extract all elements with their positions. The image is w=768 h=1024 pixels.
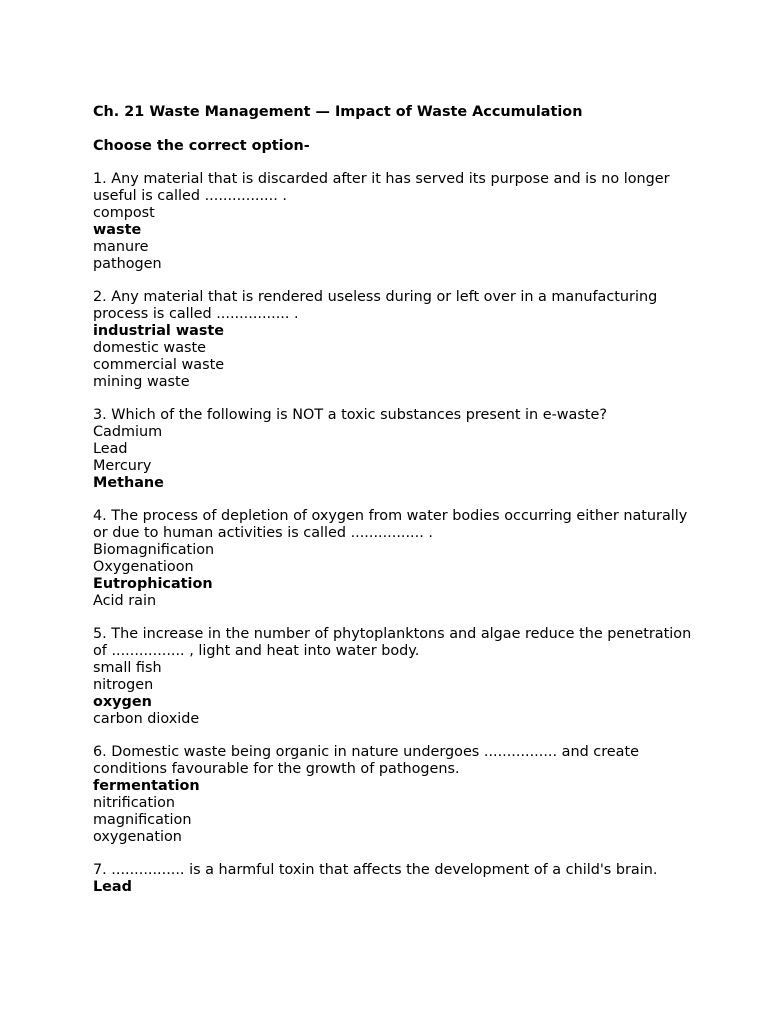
option: Mercury [93, 458, 152, 474]
option: mining waste [93, 374, 190, 390]
option: small fish [93, 660, 162, 676]
options-list [93, 205, 693, 273]
question-2 [93, 289, 693, 391]
option-correct: Methane [93, 475, 164, 491]
options-list [93, 424, 693, 492]
option: manure [93, 239, 149, 255]
option: magnification [93, 812, 192, 828]
options-list [93, 323, 693, 391]
instruction-text: Choose the correct option- [93, 138, 310, 154]
question-5 [93, 626, 693, 728]
option-correct: Lead [93, 879, 132, 895]
option-correct: industrial waste [93, 323, 225, 339]
option: Lead [93, 441, 128, 457]
options-list [93, 778, 693, 846]
question-text: 7. ................ is a harmful toxin that affects the development of a child's brain. [93, 862, 658, 878]
option: Acid rain [93, 593, 157, 609]
option: nitrogen [93, 677, 154, 693]
option: domestic waste [93, 340, 207, 356]
option: Oxygenatioon [93, 559, 194, 575]
options-list [93, 879, 693, 896]
options-list [93, 660, 693, 728]
option: Cadmium [93, 424, 163, 440]
question-text: 4. The process of depletion of oxygen from water bodies occurring either naturally or due to human activities is called ................ . [93, 508, 688, 541]
question-1 [93, 171, 693, 273]
question-text: 2. Any material that is rendered useless during or left over in a manufacturing process is called ................ . [93, 289, 658, 322]
option: nitrification [93, 795, 176, 811]
question-3 [93, 407, 693, 492]
question-6 [93, 744, 693, 846]
option: carbon dioxide [93, 711, 200, 727]
options-list [93, 542, 693, 610]
option-correct: fermentation [93, 778, 200, 794]
question-text: 1. Any material that is discarded after it has served its purpose and is no longer useful is called ................ . [93, 171, 670, 204]
document-page [93, 103, 693, 896]
question-text: 3. Which of the following is NOT a toxic substances present in e-waste? [93, 407, 607, 423]
option: oxygenation [93, 829, 182, 845]
option-correct: Eutrophication [93, 576, 213, 592]
option-correct: oxygen [93, 694, 152, 710]
question-text: 6. Domestic waste being organic in nature undergoes ................ and create conditions favourable for the growth of pathogens. [93, 744, 639, 777]
option: Biomagnification [93, 542, 215, 558]
question-text: 5. The increase in the number of phytoplanktons and algae reduce the penetration of ................ , light and heat into water body. [93, 626, 692, 659]
option: commercial waste [93, 357, 225, 373]
option-correct: waste [93, 222, 142, 238]
option: compost [93, 205, 155, 221]
question-7 [93, 862, 693, 896]
document-title: Ch. 21 Waste Management — Impact of Waste Accumulation [93, 104, 583, 120]
option: pathogen [93, 256, 162, 272]
question-4 [93, 508, 693, 610]
